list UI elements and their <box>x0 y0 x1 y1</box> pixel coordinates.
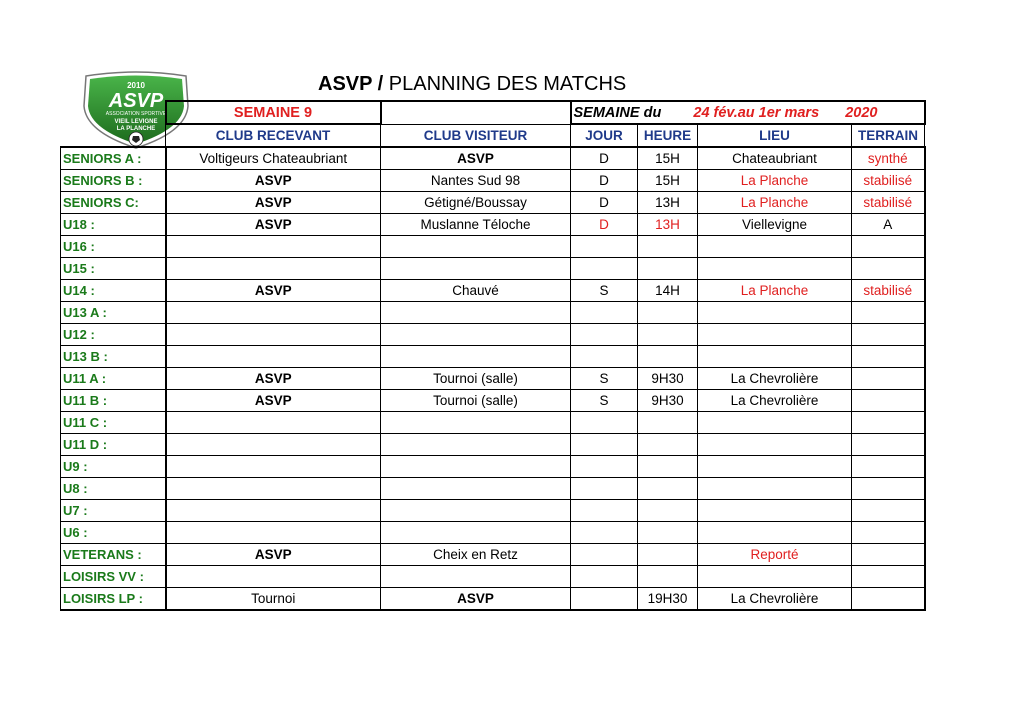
cell-visiteur <box>381 522 571 544</box>
table-row <box>61 456 925 478</box>
week-range: 24 fév.au 1er mars <box>693 104 820 121</box>
cell-visiteur: Tournoi (salle) <box>381 390 571 412</box>
cell-lieu <box>698 478 852 500</box>
cell-lieu <box>698 324 852 346</box>
cell-jour <box>571 566 638 588</box>
cell-recevant: ASVP <box>166 368 381 390</box>
cell-recevant <box>166 236 381 258</box>
table-row <box>61 324 925 346</box>
cell-terrain <box>852 368 925 390</box>
header-jour: JOUR <box>571 124 638 147</box>
cell-terrain <box>852 500 925 522</box>
cell-terrain: stabilisé <box>852 280 925 302</box>
cell-visiteur: ASVP <box>381 588 571 611</box>
cell-visiteur: Tournoi (salle) <box>381 368 571 390</box>
category-label: U6 : <box>61 522 166 544</box>
cell-visiteur: Nantes Sud 98 <box>381 170 571 192</box>
cell-lieu <box>698 566 852 588</box>
cell-lieu <box>698 302 852 324</box>
header-visiteur: CLUB VISITEUR <box>381 124 571 147</box>
cell-lieu: La Planche <box>698 192 852 214</box>
cell-recevant <box>166 522 381 544</box>
table-row <box>61 390 925 412</box>
cell-lieu: La Planche <box>698 280 852 302</box>
cell-recevant <box>166 434 381 456</box>
table-row <box>61 346 925 368</box>
category-label: U16 : <box>61 236 166 258</box>
cell-terrain <box>852 566 925 588</box>
table-row <box>61 588 925 611</box>
cell-jour <box>571 434 638 456</box>
cell-heure <box>638 302 698 324</box>
cell-recevant: ASVP <box>166 192 381 214</box>
cell-jour <box>571 236 638 258</box>
cell-lieu <box>698 412 852 434</box>
table-row <box>61 170 925 192</box>
table-row <box>61 192 925 214</box>
cell-terrain <box>852 478 925 500</box>
cell-visiteur <box>381 500 571 522</box>
cell-recevant: ASVP <box>166 170 381 192</box>
cell-lieu <box>698 522 852 544</box>
table-row <box>61 258 925 280</box>
category-label: LOISIRS LP : <box>61 588 166 611</box>
category-label: U13 A : <box>61 302 166 324</box>
cell-lieu <box>698 434 852 456</box>
cell-recevant: ASVP <box>166 214 381 236</box>
cell-terrain: A <box>852 214 925 236</box>
cell-recevant <box>166 566 381 588</box>
category-label: SENIORS A : <box>61 147 166 170</box>
cell-heure <box>638 500 698 522</box>
cell-lieu: La Chevrolière <box>698 368 852 390</box>
cell-terrain <box>852 258 925 280</box>
cell-jour <box>571 544 638 566</box>
match-schedule-table <box>60 100 926 611</box>
category-label: U12 : <box>61 324 166 346</box>
cell-terrain <box>852 324 925 346</box>
category-label: U11 D : <box>61 434 166 456</box>
cell-recevant <box>166 258 381 280</box>
cell-jour: D <box>571 147 638 170</box>
cell-heure: 13H <box>638 214 698 236</box>
cell-jour: S <box>571 368 638 390</box>
table-row <box>61 147 925 170</box>
cell-visiteur <box>381 566 571 588</box>
cell-jour <box>571 456 638 478</box>
cell-recevant: Voltigeurs Chateaubriant <box>166 147 381 170</box>
cell-terrain: synthé <box>852 147 925 170</box>
category-label: LOISIRS VV : <box>61 566 166 588</box>
cell-jour: S <box>571 390 638 412</box>
category-label: SENIORS B : <box>61 170 166 192</box>
cell-terrain <box>852 544 925 566</box>
cell-terrain <box>852 412 925 434</box>
cell-recevant: Tournoi <box>166 588 381 611</box>
title-club: ASVP <box>318 73 373 95</box>
cell-terrain <box>852 390 925 412</box>
cell-heure <box>638 544 698 566</box>
category-label: VETERANS : <box>61 544 166 566</box>
cell-heure <box>638 236 698 258</box>
category-label: U9 : <box>61 456 166 478</box>
cell-terrain <box>852 588 925 611</box>
table-row <box>61 544 925 566</box>
cell-lieu <box>698 236 852 258</box>
cell-jour <box>571 522 638 544</box>
category-label: U11 C : <box>61 412 166 434</box>
cell-heure <box>638 434 698 456</box>
category-label: U7 : <box>61 500 166 522</box>
cell-jour <box>571 500 638 522</box>
table-row <box>61 500 925 522</box>
cell-terrain <box>852 236 925 258</box>
category-label: U18 : <box>61 214 166 236</box>
cell-terrain <box>852 346 925 368</box>
cell-visiteur: Cheix en Retz <box>381 544 571 566</box>
cell-visiteur: Muslanne Téloche <box>381 214 571 236</box>
svg-text:LA PLANCHE: LA PLANCHE <box>116 126 156 132</box>
header-lieu: LIEU <box>698 124 852 147</box>
cell-visiteur: Chauvé <box>381 280 571 302</box>
cell-heure <box>638 566 698 588</box>
title-text: PLANNING DES MATCHS <box>388 73 627 95</box>
cell-visiteur <box>381 346 571 368</box>
cell-visiteur <box>381 478 571 500</box>
cell-lieu: La Planche <box>698 170 852 192</box>
svg-text:2010: 2010 <box>127 81 145 90</box>
category-label: U15 : <box>61 258 166 280</box>
cell-lieu <box>698 456 852 478</box>
cell-heure <box>638 346 698 368</box>
table-row <box>61 522 925 544</box>
table-row <box>61 478 925 500</box>
cell-visiteur <box>381 302 571 324</box>
cell-lieu <box>698 258 852 280</box>
cell-heure: 9H30 <box>638 368 698 390</box>
cell-lieu: Viellevigne <box>698 214 852 236</box>
category-label: SENIORS C: <box>61 192 166 214</box>
cell-heure <box>638 324 698 346</box>
cell-heure: 15H <box>638 170 698 192</box>
cell-recevant <box>166 412 381 434</box>
cell-heure: 9H30 <box>638 390 698 412</box>
header-heure: HEURE <box>638 124 698 147</box>
cell-lieu <box>698 500 852 522</box>
cell-heure <box>638 258 698 280</box>
cell-terrain: stabilisé <box>852 170 925 192</box>
cell-jour <box>571 588 638 611</box>
cell-heure <box>638 412 698 434</box>
table-row <box>61 368 925 390</box>
cell-jour <box>571 302 638 324</box>
cell-terrain <box>852 522 925 544</box>
cell-visiteur <box>381 324 571 346</box>
cell-jour <box>571 258 638 280</box>
cell-jour <box>571 346 638 368</box>
cell-heure <box>638 456 698 478</box>
cell-lieu: Reporté <box>698 544 852 566</box>
category-label: U11 B : <box>61 390 166 412</box>
week-dates: SEMAINE du 24 fév.au 1er mars 2020 <box>571 101 925 124</box>
table-row <box>61 302 925 324</box>
category-label: U13 B : <box>61 346 166 368</box>
cell-jour: D <box>571 214 638 236</box>
cell-recevant <box>166 346 381 368</box>
table-row <box>61 566 925 588</box>
table-row <box>61 280 925 302</box>
category-label: U14 : <box>61 280 166 302</box>
cell-recevant <box>166 324 381 346</box>
cell-heure: 15H <box>638 147 698 170</box>
cell-jour <box>571 478 638 500</box>
cell-recevant: ASVP <box>166 280 381 302</box>
cell-terrain: stabilisé <box>852 192 925 214</box>
week-year: 2020 <box>845 104 878 121</box>
cell-heure: 14H <box>638 280 698 302</box>
header-row <box>61 124 925 147</box>
cell-recevant: ASVP <box>166 544 381 566</box>
cell-visiteur <box>381 258 571 280</box>
cell-terrain <box>852 302 925 324</box>
table-row <box>61 214 925 236</box>
header-terrain: TERRAIN <box>852 124 925 147</box>
cell-jour <box>571 412 638 434</box>
svg-text:ASVP: ASVP <box>108 90 164 112</box>
cell-visiteur <box>381 236 571 258</box>
cell-visiteur: ASVP <box>381 147 571 170</box>
cell-lieu: Chateaubriant <box>698 147 852 170</box>
week-row <box>61 101 925 124</box>
table-row <box>61 236 925 258</box>
cell-heure <box>638 478 698 500</box>
category-label: U11 A : <box>61 368 166 390</box>
cell-lieu: La Chevrolière <box>698 390 852 412</box>
svg-text:VIEIL LEVIGNE: VIEIL LEVIGNE <box>114 119 158 125</box>
cell-terrain <box>852 434 925 456</box>
cell-visiteur <box>381 456 571 478</box>
cell-visiteur: Gétigné/Boussay <box>381 192 571 214</box>
cell-recevant <box>166 478 381 500</box>
cell-visiteur <box>381 434 571 456</box>
cell-jour <box>571 324 638 346</box>
cell-heure <box>638 522 698 544</box>
table-row <box>61 412 925 434</box>
header-recevant: CLUB RECEVANT <box>166 124 381 147</box>
title-separator: / <box>372 73 389 95</box>
cell-jour: D <box>571 192 638 214</box>
cell-recevant <box>166 302 381 324</box>
cell-lieu: La Chevrolière <box>698 588 852 611</box>
cell-terrain <box>852 456 925 478</box>
week-number: SEMAINE 9 <box>166 101 381 124</box>
cell-recevant: ASVP <box>166 390 381 412</box>
svg-text:ASSOCIATION SPORTIVE: ASSOCIATION SPORTIVE <box>105 111 167 117</box>
table-row <box>61 434 925 456</box>
page-title <box>318 73 626 96</box>
cell-recevant <box>166 500 381 522</box>
cell-jour: D <box>571 170 638 192</box>
cell-recevant <box>166 456 381 478</box>
cell-heure: 13H <box>638 192 698 214</box>
cell-lieu <box>698 346 852 368</box>
category-label: U8 : <box>61 478 166 500</box>
cell-heure: 19H30 <box>638 588 698 611</box>
cell-jour: S <box>571 280 638 302</box>
cell-visiteur <box>381 412 571 434</box>
